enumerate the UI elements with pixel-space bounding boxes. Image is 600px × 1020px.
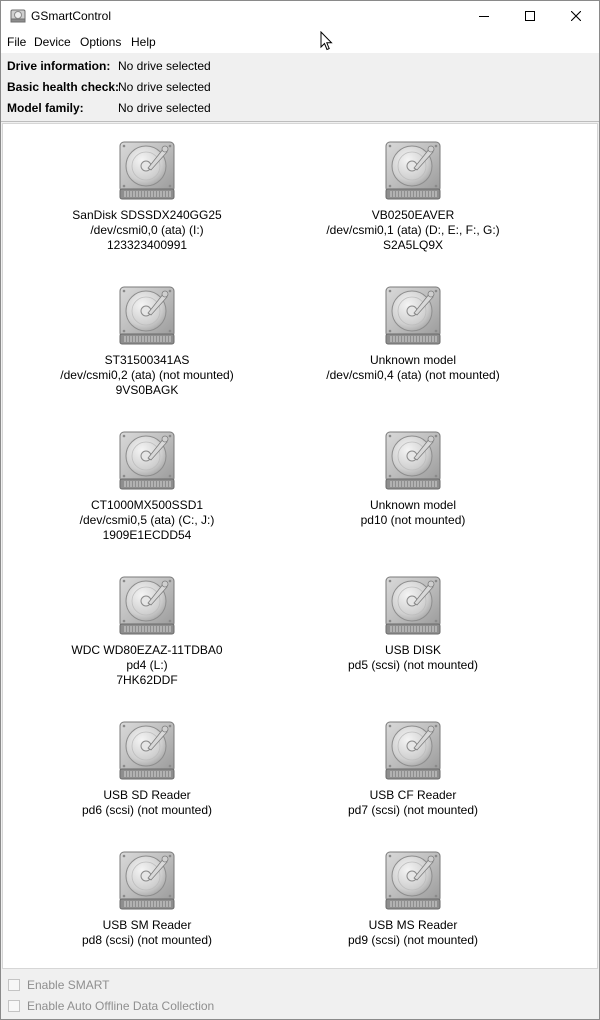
- drive-name: USB SM Reader: [102, 918, 192, 932]
- hard-drive-icon: [383, 140, 443, 202]
- drive-name: Unknown model: [369, 353, 457, 367]
- hard-drive-icon: [383, 850, 443, 912]
- minimize-icon: [479, 11, 489, 21]
- drive-name: SanDisk SDSSDX240GG25: [72, 208, 222, 222]
- health-check-label: Basic health check:: [7, 80, 120, 94]
- auto-offline-checkbox[interactable]: [8, 1000, 20, 1012]
- hard-drive-icon: [117, 430, 177, 492]
- maximize-button[interactable]: [507, 1, 553, 31]
- drive-serial: 9VS0BAGK: [115, 383, 179, 397]
- menu-device[interactable]: Device: [34, 35, 71, 49]
- drive-serial: 123323400991: [106, 238, 188, 252]
- drive-item[interactable]: [280, 575, 546, 673]
- drive-path: /dev/csmi0,0 (ata) (I:): [90, 223, 204, 237]
- drive-path: pd9 (scsi) (not mounted): [347, 933, 479, 947]
- menu-options[interactable]: Options: [80, 35, 122, 49]
- drive-item[interactable]: [14, 430, 280, 543]
- drive-path: pd10 (not mounted): [360, 513, 466, 527]
- hard-drive-icon: [383, 720, 443, 782]
- drive-name: USB CF Reader: [369, 788, 457, 802]
- auto-offline-label: Enable Auto Offline Data Collection: [27, 999, 215, 1013]
- mouse-cursor-icon: [320, 31, 334, 51]
- drive-path: /dev/csmi0,5 (ata) (C:, J:): [79, 513, 215, 527]
- minimize-button[interactable]: [461, 1, 507, 31]
- drive-name: USB SD Reader: [103, 788, 191, 802]
- drive-name: CT1000MX500SSD1: [90, 498, 204, 512]
- drive-info-panel: [1, 53, 599, 122]
- hard-drive-icon: [117, 720, 177, 782]
- options-panel: [1, 971, 599, 1019]
- drive-name: ST31500341AS: [104, 353, 190, 367]
- maximize-icon: [525, 11, 535, 21]
- drive-item[interactable]: [280, 430, 546, 528]
- hard-drive-icon: [117, 285, 177, 347]
- hard-drive-icon: [383, 430, 443, 492]
- hard-drive-icon: [117, 850, 177, 912]
- drive-item[interactable]: [14, 575, 280, 688]
- hard-drive-icon: [117, 140, 177, 202]
- enable-smart-label: Enable SMART: [27, 978, 110, 992]
- model-family-value: No drive selected: [118, 101, 211, 115]
- drive-name: WDC WD80EZAZ-11TDBA0: [71, 643, 223, 657]
- title-bar: [1, 1, 599, 31]
- drive-list: [2, 123, 598, 969]
- drive-item[interactable]: [280, 285, 546, 383]
- drive-path: pd7 (scsi) (not mounted): [347, 803, 479, 817]
- drive-item[interactable]: [280, 850, 546, 948]
- drive-path: pd4 (L:): [126, 658, 168, 672]
- close-icon: [571, 11, 581, 21]
- close-button[interactable]: [553, 1, 599, 31]
- drive-path: /dev/csmi0,1 (ata) (D:, E:, F:, G:): [326, 223, 500, 237]
- model-family-label: Model family:: [7, 101, 84, 115]
- health-check-value: No drive selected: [118, 80, 211, 94]
- drive-path: /dev/csmi0,4 (ata) (not mounted): [326, 368, 500, 382]
- hard-drive-icon: [383, 285, 443, 347]
- window-title: GSmartControl: [31, 9, 112, 23]
- drive-item[interactable]: [14, 285, 280, 398]
- drive-serial: S2A5LQ9X: [382, 238, 444, 252]
- enable-smart-checkbox[interactable]: [8, 979, 20, 991]
- hard-drive-icon: [383, 575, 443, 637]
- drive-name: USB DISK: [384, 643, 441, 657]
- drive-name: VB0250EAVER: [371, 208, 455, 222]
- menu-file[interactable]: File: [7, 35, 27, 49]
- drive-information-label: Drive information:: [7, 59, 111, 73]
- drive-path: pd8 (scsi) (not mounted): [81, 933, 213, 947]
- drive-path: /dev/csmi0,2 (ata) (not mounted): [60, 368, 234, 382]
- drive-item[interactable]: [14, 850, 280, 948]
- menu-bar: [1, 31, 599, 53]
- drive-serial: 7HK62DDF: [116, 673, 178, 687]
- app-hard-drive-icon: [10, 8, 26, 24]
- menu-help[interactable]: Help: [131, 35, 156, 49]
- drive-name: USB MS Reader: [368, 918, 458, 932]
- drive-item[interactable]: [280, 140, 546, 253]
- drive-item[interactable]: [280, 720, 546, 818]
- drive-path: pd6 (scsi) (not mounted): [81, 803, 213, 817]
- drive-path: pd5 (scsi) (not mounted): [347, 658, 479, 672]
- hard-drive-icon: [117, 575, 177, 637]
- drive-name: Unknown model: [369, 498, 457, 512]
- drive-serial: 1909E1ECDD54: [102, 528, 192, 542]
- drive-information-value: No drive selected: [118, 59, 211, 73]
- drive-item[interactable]: [14, 720, 280, 818]
- drive-item[interactable]: [14, 140, 280, 253]
